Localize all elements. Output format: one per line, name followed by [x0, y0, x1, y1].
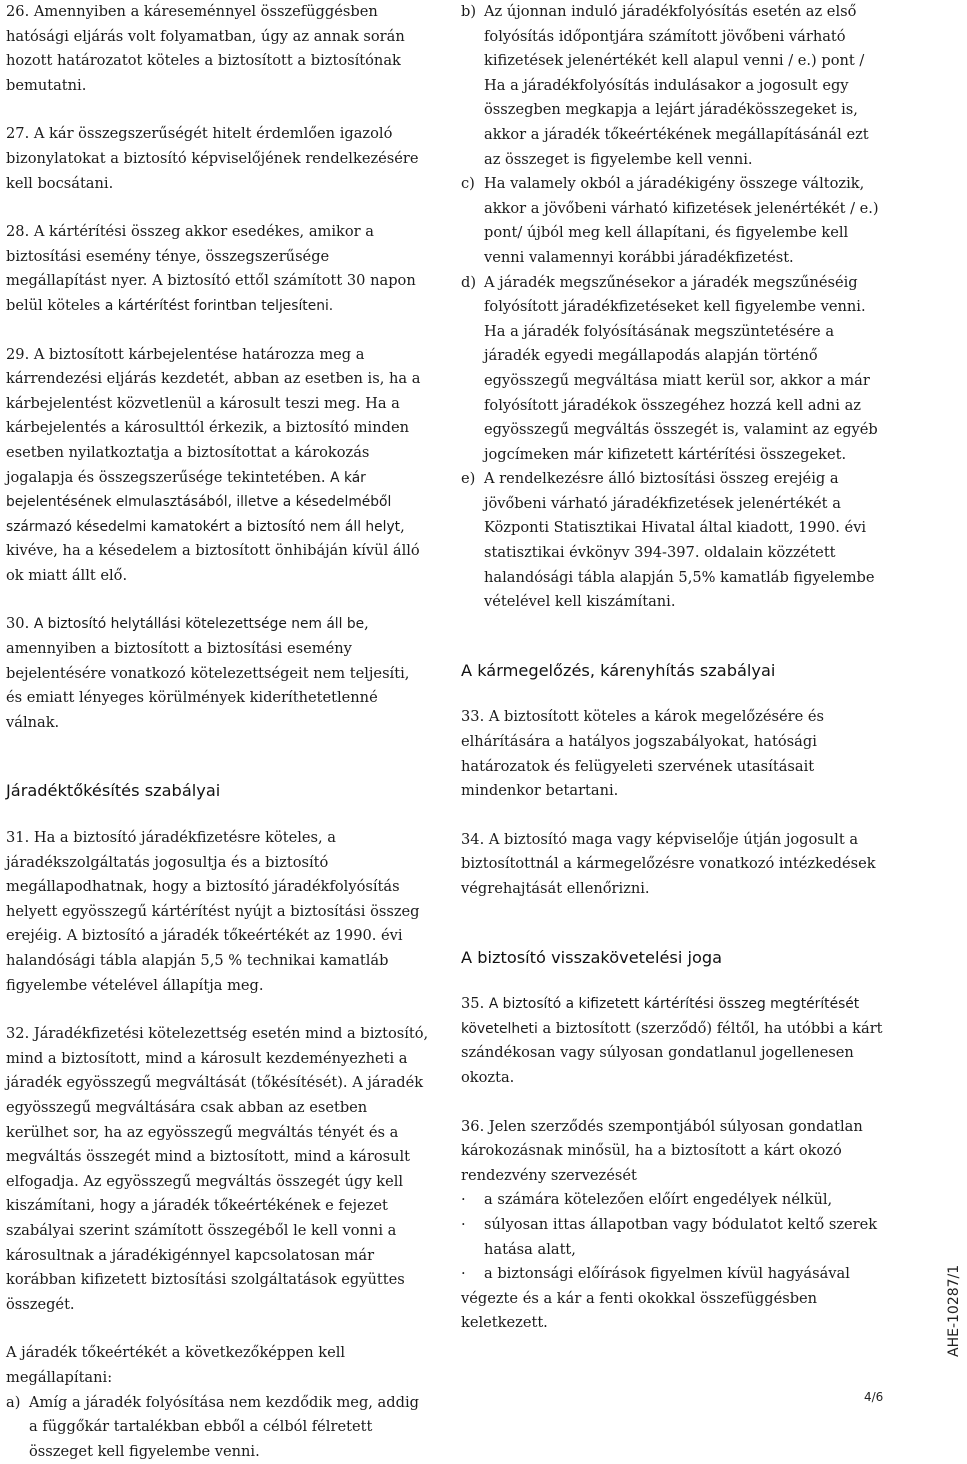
- list-item-b: [461, 0, 885, 172]
- paragraph-30-tail: , amennyiben a biztosított a biztosítási esemény bejelentésére vonatkozó kötelezettségeit nem teljesíti, és emiatt lényeges körülmények kideríthetetlenné válnak.: [6, 615, 409, 730]
- paragraph-35: [461, 992, 885, 1090]
- paragraph-35-number: 35.: [461, 995, 484, 1012]
- list-item-e: [461, 467, 885, 615]
- left-column: [6, 0, 430, 1464]
- section-heading-annuity: Járadéktőkésítés szabályai: [6, 779, 430, 804]
- list-item-d-label: d): [461, 271, 484, 468]
- bullet-marker: ·: [461, 1188, 484, 1213]
- bullet-item-2-text: súlyosan ittas állapotban vagy bódulatot keltő szerek hatása alatt,: [484, 1213, 885, 1262]
- paragraph-36-end: végezte és a kár a fenti okokkal összefüggésben keletkezett.: [461, 1287, 885, 1336]
- list-item-a-text: Amíg a járadék folyósítása nem kezdődik meg, addig a függőkár tartalékban ebből a célból félretett összeget kell figyelembe venni.: [29, 1391, 430, 1464]
- document-code: AHE-10287/1: [942, 1265, 967, 1357]
- list-item-a: [6, 1391, 430, 1464]
- list-item-d: [461, 271, 885, 468]
- list-item-b-text: Az újonnan induló járadékfolyósítás esetén az első folyósítás időpontjára számított jövőbeni várható kifizetések jelenértékét kell alapul venni / e.) pont / Ha a járadékfolyósítás indulásakor a jogosult egy összegben megkapja a lejárt járadékösszegeket is, akkor a járadék tőkeértékének megállapításánál ezt az összeget is figyelembe kell venni.: [484, 0, 885, 172]
- list-item-c-label: c): [461, 172, 484, 270]
- paragraph-29: [6, 343, 430, 589]
- paragraph-29-tail: , kivéve, ha a késedelem a biztosított önhibáján kívül álló ok miatt állt elő.: [6, 518, 420, 584]
- paragraph-31: 31. Ha a biztosító járadékfizetésre köteles, a járadékszolgáltatás jogosultja és a biztosító megállapodhatnak, hogy a biztosító járadékfolyósítás helyett egyösszegű kártérítést nyújt a biztosítási összeg erejéig. A biztosító a járadék tőkeértékét az 1990. évi halandósági tábla alapján 5,5 % technikai kamatláb figyelembe vételével állapítja meg.: [6, 826, 430, 998]
- paragraph-26: 26. Amennyiben a káreseménnyel összefüggésben hatósági eljárás volt folyamatban, úgy az annak során hozott határozatot köteles a biztosított a biztosítónak bemutatni.: [6, 0, 430, 98]
- bullet-item-3: [461, 1262, 885, 1287]
- paragraph-29-emphasis: A kár bejelentésének elmulasztásából, illetve a késedelméből származó késedelmi kamatokért a biztosító nem áll helyt: [6, 470, 400, 535]
- paragraph-28-deadline: A biztosító ettől számított 30 napon belül köteles: [6, 272, 416, 314]
- paragraph-35-emphasis: A biztosító a kifizetett kártérítési összeg megtérítését követelheti: [461, 996, 859, 1037]
- paragraph-36: 36. Jelen szerződés szempontjából súlyosan gondatlan károkozásnak minősül, ha a biztosított a kárt okozó rendezvény szervezését: [461, 1115, 885, 1189]
- paragraph-28-text: 28. A kártérítési összeg akkor esedékes, amikor a biztosítási esemény ténye, összegszerűsége megállapítást nyer.: [6, 223, 374, 289]
- page-number: 4/6: [864, 1385, 883, 1410]
- bullet-item-1-text: a számára kötelezően előírt engedélyek nélkül,: [484, 1188, 885, 1213]
- paragraph-34: 34. A biztosító maga vagy képviselője útján jogosult a biztosítottnál a kármegelőzésre vonatkozó intézkedések végrehajtását ellenőrizni.: [461, 828, 885, 902]
- section-heading-recovery: A biztosító visszakövetelési joga: [461, 946, 885, 971]
- right-column: [461, 0, 885, 1336]
- bullet-marker: ·: [461, 1262, 484, 1287]
- bullet-item-3-text: a biztonsági előírások figyelmen kívül hagyásával: [484, 1262, 885, 1287]
- paragraph-35-tail: a biztosított (szerződő) féltől, ha utóbbi a kárt szándékosan vagy súlyosan gondatlanul jogellenesen okozta.: [461, 1020, 883, 1086]
- list-item-d-text: A járadék megszűnésekor a járadék megszűnéséig folyósított járadékfizetéseket kell figyelembe venni. Ha a járadék folyósításának megszüntetésére a járadék egyedi megállapodás alapján történő egyösszegű megváltása miatt kerül sor, akkor a már folyósított járadékok összegéhez hozzá kell adni az egyösszegű megváltás összegét is, valamint az egyéb jogcímeken már kifizetett kártérítési összegeket.: [484, 271, 885, 468]
- list-item-e-label: e): [461, 467, 484, 615]
- list-item-e-text: A rendelkezésre álló biztosítási összeg erejéig a jövőbeni várható járadékfizetések jelenértékét a Központi Statisztikai Hivatal által kiadott, 1990. évi statisztikai évkönyv 394-397. oldalain közzétett halandósági tábla alapján 5,5% kamatláb figyelembe vételével kell kiszámítani.: [484, 467, 885, 615]
- paragraph-33: 33. A biztosított köteles a károk megelőzésére és elhárítására a hatályos jogszabályokat, hatósági határozatok és felügyeleti szervének utasításait mindenkor betartani.: [461, 705, 885, 803]
- bullet-marker: ·: [461, 1213, 484, 1262]
- section-heading-prevention: A kármegelőzés, kárenyhítás szabályai: [461, 659, 885, 684]
- list-item-c-text: Ha valamely okból a járadékigény összege változik, akkor a jövőbeni várható kifizetések jelenértékét / e.) pont/ újból meg kell állapítani, és figyelembe kell venni valamennyi korábbi járadékfizetést.: [484, 172, 885, 270]
- paragraph-28-emphasis: a kártérítést forintban teljesíteni.: [105, 298, 333, 314]
- paragraph-27: 27. A kár összegszerűségét hitelt érdemlően igazoló bizonylatokat a biztosító képviselőjének rendelkezésére kell bocsátani.: [6, 122, 430, 196]
- paragraph-30-number: 30.: [6, 615, 29, 632]
- bullet-item-2: [461, 1213, 885, 1262]
- paragraph-30: [6, 612, 430, 735]
- paragraph-28: [6, 220, 430, 318]
- list-item-b-label: b): [461, 0, 484, 172]
- list-item-c: [461, 172, 885, 270]
- bullet-item-1: [461, 1188, 885, 1213]
- list-item-a-label: a): [6, 1391, 29, 1464]
- paragraph-29-text: 29. A biztosított kárbejelentése határozza meg a kárrendezési eljárás kezdetét, abban az esetben is, ha a kárbejelentést közvetlenül a károsult teszi meg. Ha a kárbejelentés a károsulttól érkezik, a biztosító minden esetben nyilatkoztatja a biztosítottat a károkozás jogalapja és összegszerűsége tekintetében.: [6, 346, 420, 486]
- paragraph-capital-value-intro: A járadék tőkeértékét a következőképpen kell megállapítani:: [6, 1341, 430, 1390]
- paragraph-32: 32. Járadékfizetési kötelezettség esetén mind a biztosító, mind a biztosított, mind a károsult kezdeményezheti a járadék egyösszegű megváltását (tőkésítését). A járadék egyösszegű megváltására csak abban az esetben kerülhet sor, ha az egyösszegű megváltás tényét és a megváltás összegét mind a biztosított, mind a károsult elfogadja. Az egyösszegű megváltás összegét úgy kell kiszámítani, hogy a járadék tőkeértékének e fejezet szabályai szerint számított összegéből le kell vonni a károsultnak a járadékigénnyel kapcsolatosan már korábban kifizetett biztosítási szolgáltatások együttes összegét.: [6, 1022, 430, 1317]
- paragraph-30-emphasis: A biztosító helytállási kötelezettsége nem áll be: [34, 616, 364, 632]
